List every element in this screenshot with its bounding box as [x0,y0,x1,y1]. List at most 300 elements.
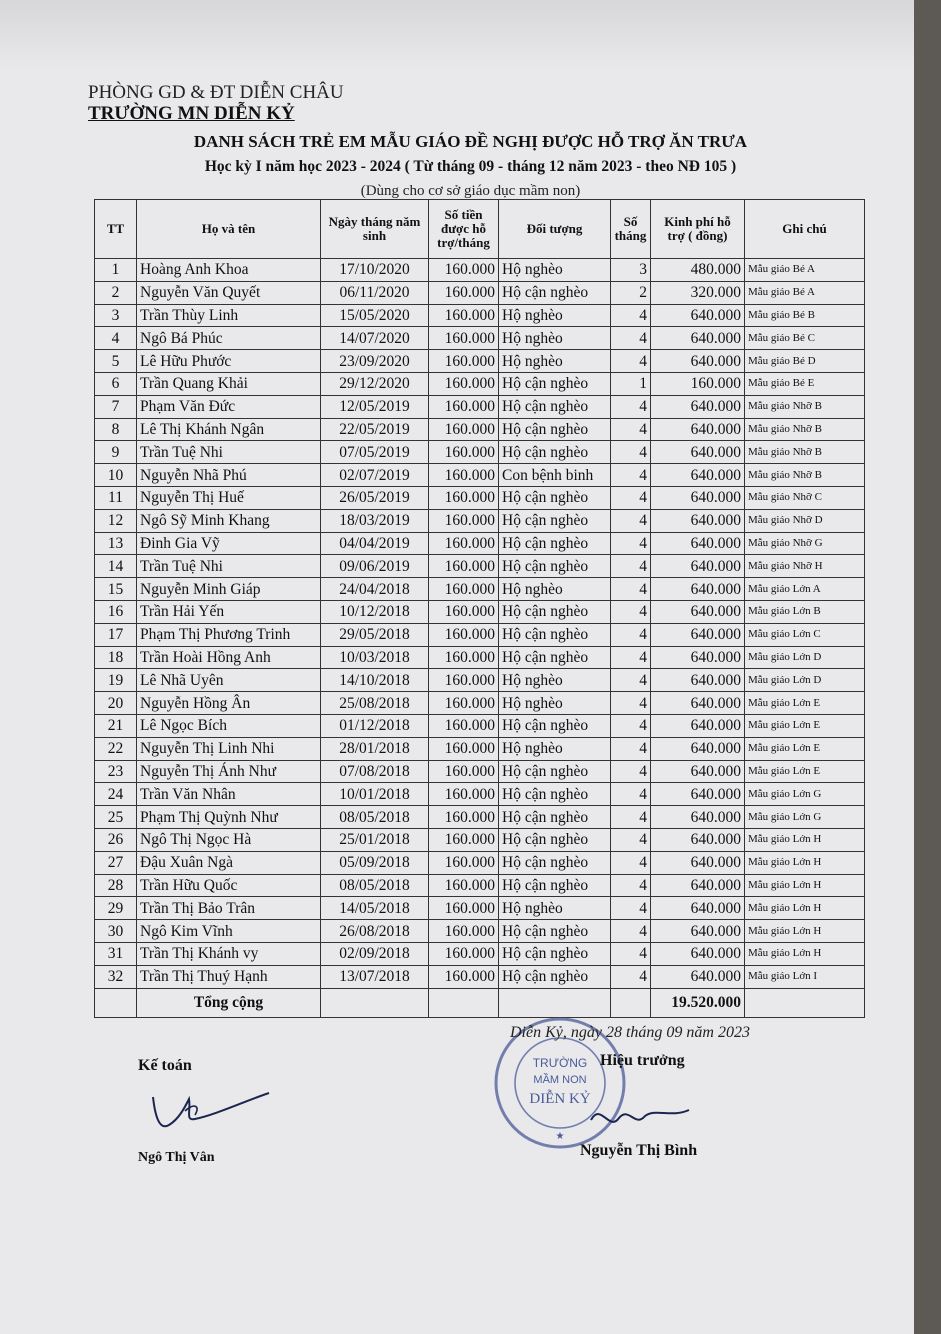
row-index: 10 [95,464,137,487]
birth-date: 14/07/2020 [321,327,429,350]
class-note: Mẫu giáo Lớn E [745,692,865,715]
support-amount: 640.000 [651,418,745,441]
birth-date: 01/12/2018 [321,714,429,737]
birth-date: 02/07/2019 [321,464,429,487]
month-count: 4 [611,600,651,623]
birth-date: 04/04/2019 [321,532,429,555]
birth-date: 10/12/2018 [321,600,429,623]
support-amount: 640.000 [651,350,745,373]
class-note: Mẫu giáo Lớn I [745,965,865,988]
monthly-amount: 160.000 [429,783,499,806]
child-name: Nguyễn Thị Huế [137,486,321,509]
col-header-tt: TT [95,200,137,259]
row-index: 8 [95,418,137,441]
monthly-amount: 160.000 [429,441,499,464]
category: Hộ cận nghèo [499,532,611,555]
class-note: Mẫu giáo Nhỡ C [745,486,865,509]
support-amount: 640.000 [651,441,745,464]
month-count: 4 [611,965,651,988]
birth-date: 29/12/2020 [321,372,429,395]
class-note: Mẫu giáo Lớn H [745,851,865,874]
svg-text:TRƯỜNG: TRƯỜNG [532,1056,588,1070]
support-amount: 640.000 [651,669,745,692]
month-count: 4 [611,737,651,760]
child-name: Nguyễn Thị Ánh Như [137,760,321,783]
table-row [95,669,865,692]
month-count: 4 [611,646,651,669]
child-name: Lê Thị Khánh Ngân [137,418,321,441]
class-note: Mẫu giáo Nhỡ B [745,464,865,487]
department-name: PHÒNG GD & ĐT DIỄN CHÂU [88,82,344,103]
signing-date: Diễn Kỷ, ngày 28 tháng 09 năm 2023 [510,1024,750,1041]
table-row [95,350,865,373]
row-index: 29 [95,897,137,920]
table-row [95,372,865,395]
category: Hộ nghèo [499,259,611,282]
class-note: Mẫu giáo Lớn A [745,578,865,601]
birth-date: 05/09/2018 [321,851,429,874]
birth-date: 07/05/2019 [321,441,429,464]
child-name: Ngô Kim Vĩnh [137,920,321,943]
row-index: 27 [95,851,137,874]
month-count: 4 [611,418,651,441]
class-note: Mẫu giáo Lớn E [745,760,865,783]
category: Hộ cận nghèo [499,646,611,669]
child-name: Lê Ngọc Bích [137,714,321,737]
principal-name: Nguyễn Thị Bình [580,1142,698,1159]
total-row [95,988,865,1017]
table-row [95,760,865,783]
month-count: 4 [611,578,651,601]
month-count: 4 [611,623,651,646]
monthly-amount: 160.000 [429,464,499,487]
birth-date: 14/10/2018 [321,669,429,692]
birth-date: 13/07/2018 [321,965,429,988]
row-index: 7 [95,395,137,418]
row-index: 17 [95,623,137,646]
support-amount: 640.000 [651,714,745,737]
col-header-notes: Ghi chú [745,200,865,259]
child-name: Trần Thị Khánh vy [137,942,321,965]
birth-date: 17/10/2020 [321,259,429,282]
support-amount: 640.000 [651,806,745,829]
class-note: Mẫu giáo Lớn G [745,806,865,829]
document-title: DANH SÁCH TRẺ EM MẪU GIÁO ĐỀ NGHỊ ĐƯỢC HỖ TRỢ ĂN TRƯA [193,132,748,151]
table-row [95,555,865,578]
class-note: Mẫu giáo Nhỡ G [745,532,865,555]
support-amount: 320.000 [651,281,745,304]
accountant-signature [145,1085,275,1135]
class-note: Mẫu giáo Bé B [745,304,865,327]
monthly-amount: 160.000 [429,418,499,441]
birth-date: 07/08/2018 [321,760,429,783]
category: Hộ nghèo [499,578,611,601]
row-index: 22 [95,737,137,760]
table-row [95,714,865,737]
child-name: Lê Hữu Phước [137,350,321,373]
monthly-amount: 160.000 [429,828,499,851]
support-amount: 640.000 [651,851,745,874]
table-row [95,874,865,897]
category: Hộ cận nghèo [499,395,611,418]
month-count: 4 [611,532,651,555]
class-note: Mẫu giáo Lớn H [745,920,865,943]
class-note: Mẫu giáo Lớn C [745,623,865,646]
class-note: Mẫu giáo Lớn E [745,714,865,737]
month-count: 4 [611,304,651,327]
school-name: TRƯỜNG MN DIỄN KỶ [88,103,295,124]
month-count: 4 [611,555,651,578]
support-amount: 640.000 [651,942,745,965]
support-amount: 640.000 [651,395,745,418]
class-note: Mẫu giáo Lớn H [745,942,865,965]
row-index: 1 [95,259,137,282]
row-index: 12 [95,509,137,532]
row-index: 11 [95,486,137,509]
col-header-birthdate: Ngày tháng năm sinh [321,200,429,259]
month-count: 4 [611,327,651,350]
category: Hộ cận nghèo [499,441,611,464]
child-name: Đậu Xuân Ngà [137,851,321,874]
category: Hộ cận nghèo [499,828,611,851]
support-list-table [94,199,865,1018]
svg-text:★: ★ [555,1131,565,1142]
monthly-amount: 160.000 [429,714,499,737]
birth-date: 25/01/2018 [321,828,429,851]
support-amount: 640.000 [651,304,745,327]
category: Hộ cận nghèo [499,783,611,806]
support-amount: 640.000 [651,532,745,555]
monthly-amount: 160.000 [429,281,499,304]
child-name: Nguyễn Thị Linh Nhi [137,737,321,760]
monthly-amount: 160.000 [429,532,499,555]
table-row [95,692,865,715]
table-row [95,464,865,487]
birth-date: 25/08/2018 [321,692,429,715]
support-amount: 640.000 [651,737,745,760]
category: Hộ cận nghèo [499,623,611,646]
category: Hộ cận nghèo [499,942,611,965]
table-row [95,509,865,532]
birth-date: 29/05/2018 [321,623,429,646]
class-note: Mẫu giáo Bé C [745,327,865,350]
category: Hộ cận nghèo [499,965,611,988]
birth-date: 02/09/2018 [321,942,429,965]
category: Hộ cận nghèo [499,806,611,829]
row-index: 31 [95,942,137,965]
row-index: 25 [95,806,137,829]
birth-date: 18/03/2019 [321,509,429,532]
birth-date: 28/01/2018 [321,737,429,760]
child-name: Trần Tuệ Nhi [137,555,321,578]
monthly-amount: 160.000 [429,920,499,943]
table-row [95,623,865,646]
row-index: 21 [95,714,137,737]
row-index: 18 [95,646,137,669]
row-index: 14 [95,555,137,578]
table-row [95,646,865,669]
category: Hộ nghèo [499,692,611,715]
month-count: 4 [611,828,651,851]
row-index: 30 [95,920,137,943]
monthly-amount: 160.000 [429,851,499,874]
child-name: Ngô Bá Phúc [137,327,321,350]
support-amount: 640.000 [651,486,745,509]
month-count: 3 [611,259,651,282]
child-name: Trần Hải Yến [137,600,321,623]
child-name: Trần Thị Thuý Hạnh [137,965,321,988]
monthly-amount: 160.000 [429,646,499,669]
class-note: Mẫu giáo Nhỡ D [745,509,865,532]
col-header-total-support: Kinh phí hỗ trợ ( đồng) [651,200,745,259]
class-note: Mẫu giáo Lớn D [745,669,865,692]
child-name: Lê Nhã Uyên [137,669,321,692]
class-note: Mẫu giáo Lớn G [745,783,865,806]
row-index: 32 [95,965,137,988]
total-value: 19.520.000 [651,988,745,1017]
document-note: (Dùng cho cơ sở giáo dục mầm non) [360,183,581,199]
principal-title: Hiệu trưởng [600,1052,685,1069]
category: Hộ cận nghèo [499,486,611,509]
row-index: 2 [95,281,137,304]
child-name: Phạm Thị Phương Trinh [137,623,321,646]
table-row [95,828,865,851]
col-header-months: Số tháng [611,200,651,259]
table-row [95,259,865,282]
child-name: Trần Thùy Linh [137,304,321,327]
birth-date: 22/05/2019 [321,418,429,441]
month-count: 4 [611,509,651,532]
table-row [95,304,865,327]
child-name: Trần Hoài Hồng Anh [137,646,321,669]
monthly-amount: 160.000 [429,942,499,965]
birth-date: 26/08/2018 [321,920,429,943]
monthly-amount: 160.000 [429,600,499,623]
class-note: Mẫu giáo Lớn H [745,874,865,897]
month-count: 4 [611,692,651,715]
child-name: Phạm Văn Đức [137,395,321,418]
month-count: 4 [611,441,651,464]
category: Hộ nghèo [499,669,611,692]
row-index: 23 [95,760,137,783]
monthly-amount: 160.000 [429,965,499,988]
monthly-amount: 160.000 [429,623,499,646]
table-row [95,737,865,760]
month-count: 4 [611,464,651,487]
row-index: 15 [95,578,137,601]
month-count: 4 [611,395,651,418]
row-index: 6 [95,372,137,395]
table-row [95,532,865,555]
monthly-amount: 160.000 [429,669,499,692]
row-index: 16 [95,600,137,623]
monthly-amount: 160.000 [429,578,499,601]
birth-date: 06/11/2020 [321,281,429,304]
monthly-amount: 160.000 [429,555,499,578]
birth-date: 24/04/2018 [321,578,429,601]
birth-date: 08/05/2018 [321,806,429,829]
table-row [95,578,865,601]
child-name: Trần Văn Nhân [137,783,321,806]
category: Hộ cận nghèo [499,555,611,578]
category: Hộ cận nghèo [499,418,611,441]
class-note: Mẫu giáo Lớn H [745,897,865,920]
class-note: Mẫu giáo Nhỡ B [745,418,865,441]
category: Hộ cận nghèo [499,874,611,897]
row-index: 3 [95,304,137,327]
support-amount: 640.000 [651,555,745,578]
class-note: Mẫu giáo Bé A [745,281,865,304]
child-name: Trần Hữu Quốc [137,874,321,897]
svg-text:DIỄN KỶ: DIỄN KỶ [529,1091,591,1107]
monthly-amount: 160.000 [429,259,499,282]
month-count: 4 [611,486,651,509]
monthly-amount: 160.000 [429,874,499,897]
child-name: Đinh Gia Vỹ [137,532,321,555]
monthly-amount: 160.000 [429,395,499,418]
col-header-name: Họ và tên [137,200,321,259]
accountant-title: Kế toán [138,1057,192,1074]
category: Hộ cận nghèo [499,372,611,395]
child-name: Trần Quang Khải [137,372,321,395]
month-count: 2 [611,281,651,304]
support-amount: 480.000 [651,259,745,282]
birth-date: 10/01/2018 [321,783,429,806]
birth-date: 15/05/2020 [321,304,429,327]
child-name: Trần Thị Bảo Trân [137,897,321,920]
row-index: 4 [95,327,137,350]
category: Hộ cận nghèo [499,760,611,783]
col-header-category: Đối tượng [499,200,611,259]
month-count: 4 [611,669,651,692]
month-count: 4 [611,942,651,965]
class-note: Mẫu giáo Lớn H [745,828,865,851]
category: Hộ cận nghèo [499,851,611,874]
class-note: Mẫu giáo Bé A [745,259,865,282]
category: Hộ cận nghèo [499,281,611,304]
birth-date: 10/03/2018 [321,646,429,669]
monthly-amount: 160.000 [429,304,499,327]
month-count: 1 [611,372,651,395]
class-note: Mẫu giáo Nhỡ H [745,555,865,578]
month-count: 4 [611,714,651,737]
svg-text:MẦM NON: MẦM NON [533,1074,587,1086]
support-amount: 640.000 [651,783,745,806]
child-name: Nguyễn Văn Quyết [137,281,321,304]
monthly-amount: 160.000 [429,806,499,829]
birth-date: 12/05/2019 [321,395,429,418]
total-label: Tổng cộng [137,988,321,1017]
monthly-amount: 160.000 [429,760,499,783]
child-name: Phạm Thị Quỳnh Như [137,806,321,829]
category: Con bệnh binh [499,464,611,487]
child-name: Ngô Thị Ngọc Hà [137,828,321,851]
row-index: 9 [95,441,137,464]
table-row [95,942,865,965]
child-name: Nguyễn Hồng Ân [137,692,321,715]
category: Hộ nghèo [499,897,611,920]
table-row [95,395,865,418]
month-count: 4 [611,783,651,806]
support-amount: 640.000 [651,464,745,487]
birth-date: 26/05/2019 [321,486,429,509]
support-amount: 640.000 [651,327,745,350]
class-note: Mẫu giáo Lớn E [745,737,865,760]
category: Hộ nghèo [499,327,611,350]
month-count: 4 [611,851,651,874]
accountant-name: Ngô Thị Vân [138,1150,215,1165]
category: Hộ cận nghèo [499,509,611,532]
support-amount: 640.000 [651,965,745,988]
support-amount: 640.000 [651,897,745,920]
support-amount: 640.000 [651,509,745,532]
support-amount: 640.000 [651,600,745,623]
monthly-amount: 160.000 [429,509,499,532]
monthly-amount: 160.000 [429,737,499,760]
table-row [95,851,865,874]
support-amount: 640.000 [651,646,745,669]
row-index: 28 [95,874,137,897]
category: Hộ cận nghèo [499,600,611,623]
support-amount: 640.000 [651,874,745,897]
document-subtitle: Học kỳ I năm học 2023 - 2024 ( Từ tháng 09 - tháng 12 năm 2023 - theo NĐ 105 ) [204,158,737,175]
birth-date: 08/05/2018 [321,874,429,897]
row-index: 13 [95,532,137,555]
table-row [95,920,865,943]
monthly-amount: 160.000 [429,486,499,509]
row-index: 19 [95,669,137,692]
col-header-monthly-amount: Số tiền được hỗ trợ/tháng [429,200,499,259]
table-row [95,965,865,988]
monthly-amount: 160.000 [429,897,499,920]
month-count: 4 [611,920,651,943]
category: Hộ nghèo [499,350,611,373]
monthly-amount: 160.000 [429,327,499,350]
category: Hộ nghèo [499,304,611,327]
category: Hộ cận nghèo [499,920,611,943]
class-note: Mẫu giáo Bé E [745,372,865,395]
monthly-amount: 160.000 [429,350,499,373]
class-note: Mẫu giáo Bé D [745,350,865,373]
table-row [95,486,865,509]
class-note: Mẫu giáo Lớn D [745,646,865,669]
child-name: Hoàng Anh Khoa [137,259,321,282]
child-name: Nguyễn Minh Giáp [137,578,321,601]
support-amount: 640.000 [651,578,745,601]
support-amount: 640.000 [651,828,745,851]
class-note: Mẫu giáo Nhỡ B [745,441,865,464]
class-note: Mẫu giáo Nhỡ B [745,395,865,418]
support-amount: 640.000 [651,623,745,646]
child-name: Ngô Sỹ Minh Khang [137,509,321,532]
child-name: Nguyễn Nhã Phú [137,464,321,487]
principal-signature [585,1098,695,1138]
table-row [95,281,865,304]
table-row [95,897,865,920]
support-amount: 160.000 [651,372,745,395]
row-index: 26 [95,828,137,851]
support-amount: 640.000 [651,920,745,943]
table-row [95,783,865,806]
month-count: 4 [611,806,651,829]
birth-date: 23/09/2020 [321,350,429,373]
row-index: 5 [95,350,137,373]
row-index: 20 [95,692,137,715]
row-index: 24 [95,783,137,806]
support-amount: 640.000 [651,692,745,715]
table-row [95,441,865,464]
child-name: Trần Tuệ Nhi [137,441,321,464]
